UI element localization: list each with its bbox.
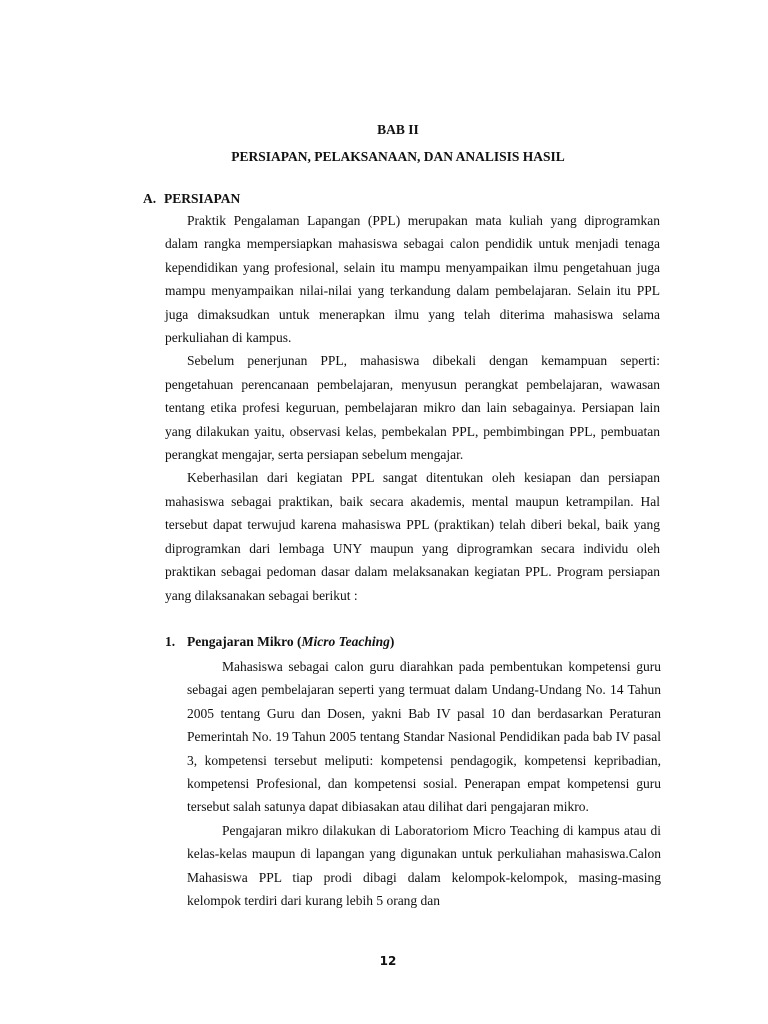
section-a-title: PERSIAPAN <box>164 191 241 206</box>
paragraph: Sebelum penerjunan PPL, mahasiswa dibekali dengan kemampuan seperti: pengetahuan perencanaan pembelajaran, menyusun perangkat pembelajaran, wawasan tentang etika profesi keguruan, pembelajaran mikro dan lain sebagainya. Persiapan lain yang dilakukan yaitu, observasi kelas, pembekalan PPL, pembimbingan PPL, pembuatan perangkat mengajar, serta persiapan sebelum mengajar. <box>165 353 660 463</box>
page-number: 12 <box>379 954 397 968</box>
section-a-body <box>165 209 660 607</box>
paragraph: Praktik Pengalaman Lapangan (PPL) merupakan mata kuliah yang diprogramkan dalam rangka mempersiapkan mahasiswa sebagai calon pendidik untuk menjadi tenaga kependidikan yang profesional, selain itu mampu menyampaikan ilmu pengetahuan juga mampu menyampaikan nilai-nilai yang terkandung dalam pembelajaran. Selain itu PPL juga dimaksudkan untuk menerapkan ilmu yang telah diterima mahasiswa selama perkuliahan di kampus. <box>165 213 660 346</box>
subsection-1-title-suffix: ) <box>389 634 395 649</box>
paragraph: Mahasiswa sebagai calon guru diarahkan pada pembentukan kompetensi guru sebagai agen pembelajaran seperti yang termuat dalam Undang-Undang No. 14 Tahun 2005 tentang Guru dan Dosen, yakni Bab IV pasal 10 dan berdasarkan Peraturan Pemerintah No. 19 Tahun 2005 tentang Standar Nasional Pendidikan pada bab IV pasal 3, kompetensi tersebut meliputi: kompetensi pendagogik, kompetensi kepribadian, kompetensi Profesional, dan kompetensi sosial. Penerapan empat kompetensi guru tersebut salah satunya dapat dibiasakan atau dilihat dari pengajaran mikro. <box>187 659 661 815</box>
section-a-heading <box>143 191 240 207</box>
subsection-1-title-italic: Micro Teaching <box>301 634 390 649</box>
paragraph: Pengajaran mikro dilakukan di Laboratoriom Micro Teaching di kampus atau di kelas-kelas maupun di lapangan yang digunakan untuk perkuliahan mahasiswa.Calon Mahasiswa PPL tiap prodi dibagi dalam kelompok-kelompok, masing-masing kelompok terdiri dari kurang lebih 5 orang dan <box>187 822 661 909</box>
subsection-1-body <box>187 655 661 912</box>
section-a-number: A. <box>143 191 157 206</box>
subsection-1-number: 1. <box>165 634 176 649</box>
paragraph: Keberhasilan dari kegiatan PPL sangat ditentukan oleh kesiapan dan persiapan mahasiswa sebagai praktikan, baik secara akademis, mental maupun ketrampilan. Hal tersebut dapat terwujud karena mahasiswa PPL (praktikan) telah diberi bekal, baik yang diprogramkan dari lembaga UNY maupun yang diprogramkan secara individu oleh praktikan sebagai pedoman dasar dalam melaksanakan kegiatan PPL. Program persiapan yang dilaksanakan sebagai berikut : <box>165 470 660 603</box>
subsection-1-title-prefix: Pengajaran Mikro ( <box>187 634 302 649</box>
chapter-title: PERSIAPAN, PELAKSANAAN, DAN ANALISIS HASIL <box>231 149 565 164</box>
subsection-1-heading <box>165 634 394 650</box>
chapter-label: BAB II <box>377 122 419 137</box>
